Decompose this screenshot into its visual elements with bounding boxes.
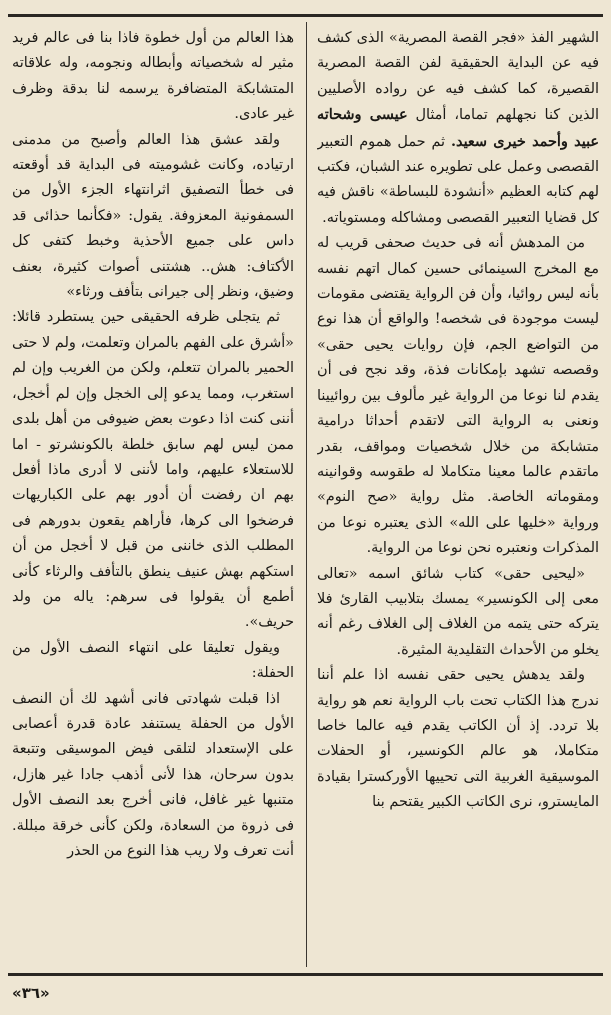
paragraph: «ليحيى حقى» كتاب شائق اسمه «تعالى معى إلى الكونسير» يمسك بتلابيب القارئ فلا يتركه حتى يتمه من الغلاف إلى الغلاف رغم أنه يخلو من الأحداث التقليدية المثيرة.	[317, 565, 599, 658]
paragraph: ويقول تعليقا على انتهاء النصف الأول من الحفلة:	[12, 639, 294, 682]
paragraph: هذا العالم من أول خطوة فاذا بنا فى عالم فريد مثير له شخصياته وأبطاله ونجومه، وله علاقاته المتشابكة المتضافرة يرسمه لنا بدقة وظرف غير عادى.	[12, 30, 294, 123]
bottom-rule	[8, 973, 603, 976]
page-number: «٣٦»	[12, 984, 50, 1002]
top-rule	[8, 14, 603, 17]
paragraph-text: ثم حمل هموم التعبير القصصى وعمل على تطويره عند الشبان، فكتب لهم كتابه العظيم «أنشودة للبساطة» ناقش فيه كل قضايا التعبير القصصى ومشاكله ومستوياته.	[317, 133, 599, 226]
paragraph	[317, 26, 599, 231]
paragraph-text: الشهير الفذ «فجر القصة المصرية» الذى كشف فيه عن البداية الحقيقية لفن القصة المصرية القصيرة، كما كشف فيه عن رواده الأصليين الذين كنا نجهلهم تماما، أمثال	[317, 30, 599, 124]
bold-names: عيسى وشحاته عبيد وأحمد خيرى سعيد.	[317, 106, 599, 150]
paragraph: من المدهش أنه فى حديث صحفى قريب له مع المخرج السينمائى حسين كمال اتهم نفسه بأنه ليس روائيا، وأن فن الرواية يقتضى مقومات ليست موجودة فى شخصه! والواقع أن هذا نوع من التواضع الجم، فإن روايات يحيى حقى» وقصصه تشهد بإمكانات فذة، وقد نجح فى أن يقدم لنا نوعا من الرواية غير مألوف بين روائيينا ونعنى به الرواية التى لاتقدم أحداثا درامية متشابكة من خلال شخصيات ومواقف، بقدر ماتقدم عالما معينا متكاملا له طقوسه وقوانينه ومقوماته الخاصة. مثل رواية «صح النوم» ورواية «خليها على الله» الذى يعتبره نوعا من المذكرات ونعتبره نحن نوعا من الرواية.	[317, 235, 599, 557]
paragraph: ولقد يدهش يحيى حقى نفسه اذا علم أننا ندرج هذا الكتاب تحت باب الرواية نعم هو رواية بلا تردد. إذ أن الكاتب يقدم فيه عالما خاصا متكاملا، هو عالم الكونسير، أو الحفلات الموسيقية الغربية التى تحييها الأوركسترا بقيادة المايسترو، نرى الكاتب الكبير يقتحم بنا	[317, 667, 599, 811]
paragraph: ولقد عشق هذا العالم وأصبح من مدمنى ارتياده، وكانت غشوميته فى البداية قد أوقعته فى خطأ التصفيق اثرانتهاء الجزء الأول من السمفونية المعزوفة. يقول: «فكأنما حذائى قد داس على جميع الأحذية وخبط كتفى كل الأكتاف: هش.. هشتنى أصوات كثيرة، بعنف وضيق، ونظر إلى جيرانى بتأفف ورثاء»	[12, 131, 294, 301]
column-divider	[306, 22, 307, 967]
left-column	[12, 26, 294, 966]
paragraph: ثم يتجلى ظرفه الحقيقى حين يستطرد قائلا: «أشرق على الفهم بالمران وتعلمت، ولم لا حتى الحمير بالمران تتعلم، ولكن من الغريب وإن لم استغرب، ومما يدعو إلى الخجل وإن لم أخجل، أننى كنت اذا دعوت بعض ضيوفى من أهل بلدى ممن ليس لهم سابق خلطة بالكونشرتو - اما للاستعلاء عليهم، واما لأننى لا أدرى ماذا أفعل بهم ان رفضت أن أدور بهم على الكباريهات فرضخوا الى كرها، فأراهم يقعون بدورهم فى المطلب الذى خاننى من قبل لا أخجل من أن استكهم بهش عنيف ينطق بالتأفف والرثاء كأنى أطمع أن يقولوا فى سرهم: ياله من ولد حريف».	[12, 309, 294, 631]
paragraph: اذا قبلت شهادتى فانى أشهد لك أن النصف الأول من الحفلة يستنفد عادة قدرة أعصابى على الإستعداد لتلقى فيض الموسيقى وتتبعة بدون سرحان، هذا لأنى أذهب جادا غير هازل، متنبها غير غافل، فانى أخرج بعد النصف الأول فى ذروة من السعادة، ولكن كأنى خرقة مبللة. أنت تعرف ولا ريب هذا النوع من الحذر	[12, 690, 294, 859]
right-column	[317, 26, 599, 966]
